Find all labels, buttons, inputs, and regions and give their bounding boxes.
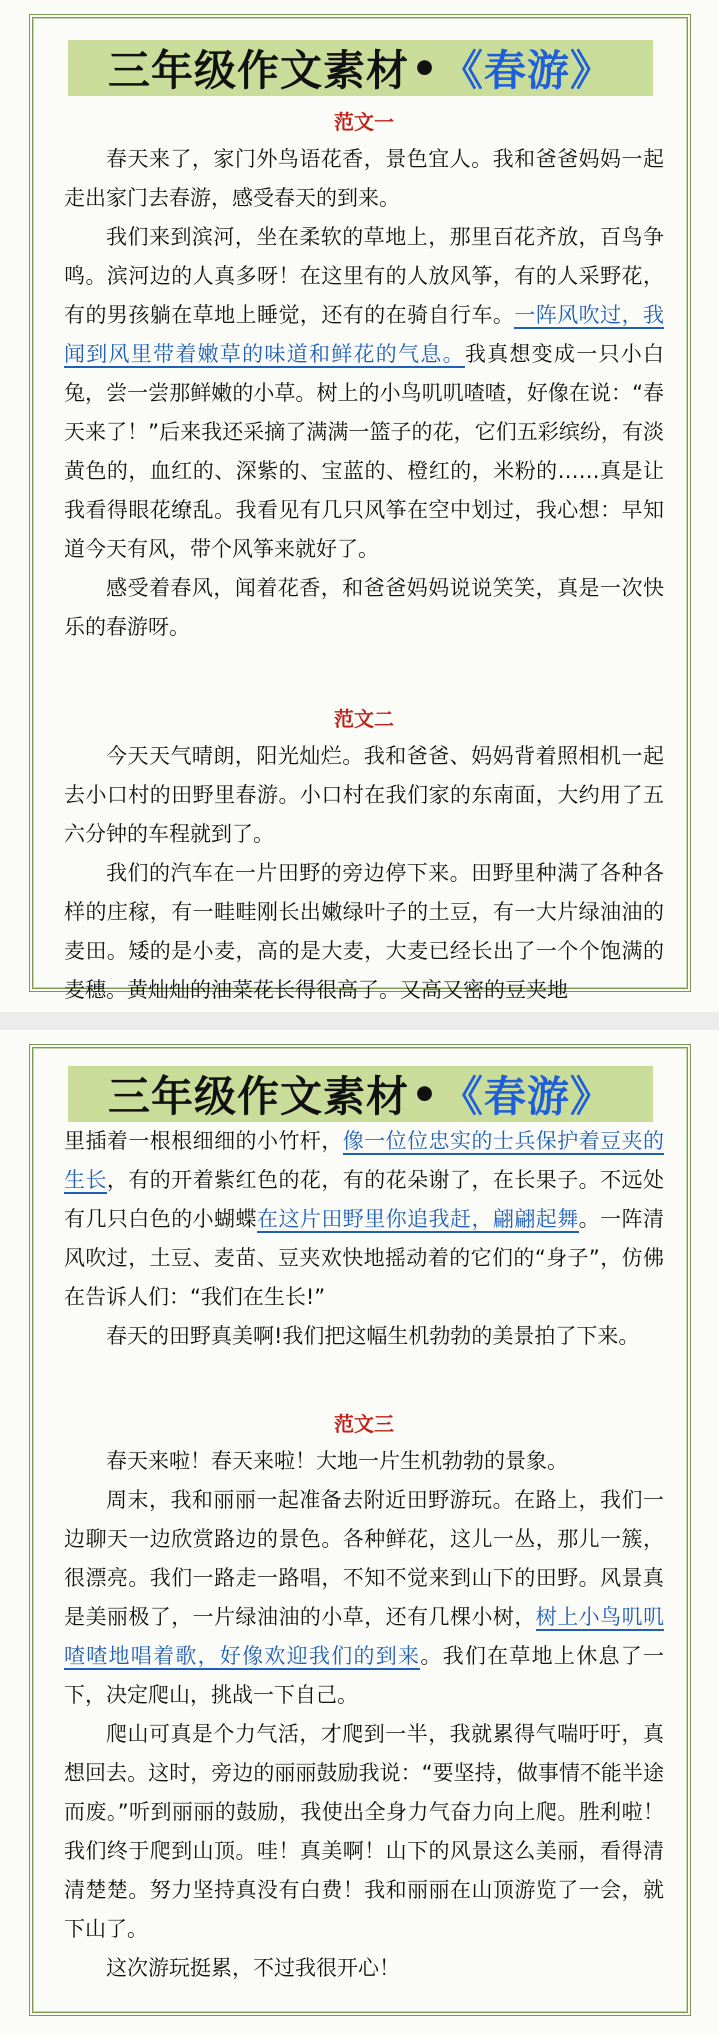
essay-2-continued-text-a: 里插着一根根细细的小竹杆， xyxy=(64,1129,343,1153)
essay-3-paragraph-2-text-a: 周末，我和丽丽一起准备去附近田野游玩。在路上，我们一边聊天一边欣赏路边的景色。各种鲜花，这儿一丛，那儿一簇，很漂亮。我们一路走一路唱，不知不觉来到山下的田野。风景真是美丽极了，一片绿油油的小草，还有几棵小树， xyxy=(64,1488,664,1629)
essay-3-paragraph-2-text-b: 。我们在草地上休息了一下，决定爬山，挑战一下自己。 xyxy=(64,1644,665,1707)
page-title xyxy=(68,40,653,96)
essay-1-paragraph-2 xyxy=(64,218,664,569)
title-text: 三年级作文素材 xyxy=(108,1072,410,1121)
page-2 xyxy=(0,1030,719,2036)
essay-content-page-1 xyxy=(64,104,664,1010)
title-dot: • xyxy=(411,43,439,93)
essay-2-heading: 范文二 xyxy=(334,707,394,731)
essay-1-paragraph-2-text-a: 我们来到滨河，坐在柔软的草地上，那里百花齐放，百鸟争鸣。滨河边的人真多呀！在这里有的人放风筝，有的人采野花，有的男孩躺在草地上睡觉，还有的在骑自行车。 xyxy=(64,225,664,327)
essay-3-heading: 范文三 xyxy=(334,1412,394,1436)
title-book: 《春游》 xyxy=(440,46,613,95)
page-1 xyxy=(0,0,719,1012)
essay-2-continued-text-b: ，有的开着紫红色的花，有的花朵谢了，在长果子。不远处有几只白色的小蝴蝶 xyxy=(64,1168,664,1231)
essay-2-paragraph-2: 我们的汽车在一片田野的旁边停下来。田野里种满了各种各样的庄稼，有一畦畦刚长出嫩绿叶子的土豆，有一大片绿油油的麦田。矮的是小麦，高的是大麦，大麦已经长出了一个个饱满的麦穗。黄灿灿的油菜花长得很高了。又高又密的豆夹地 xyxy=(64,861,664,1002)
essay-2-paragraph-1: 今天天气晴朗，阳光灿烂。我和爸爸、妈妈背着照相机一起去小口村的田野里春游。小口村在我们家的东南面，大约用了五六分钟的车程就到了。 xyxy=(64,744,664,846)
title-book: 《春游》 xyxy=(440,1072,613,1121)
essay-3-paragraph-1: 春天来啦！春天来啦！大地一片生机勃勃的景象。 xyxy=(106,1449,568,1473)
essay-content-page-2 xyxy=(64,1122,664,1988)
essay-2-highlight-2: 在这片田野里你追我赶，翩翩起舞 xyxy=(257,1207,579,1231)
essay-2-continued-text-c: 。一阵清风吹过，土豆、麦苗、豆夹欢快地摇动着的它们的“身子”，仿佛在告诉人们：“我们在生长!” xyxy=(64,1207,665,1309)
essay-2-paragraph-2-continued xyxy=(64,1122,664,1317)
essay-3-paragraph-2 xyxy=(64,1481,664,1715)
title-text: 三年级作文素材 xyxy=(108,46,410,95)
essay-3-paragraph-4: 这次游玩挺累，不过我很开心！ xyxy=(106,1956,400,1980)
essay-1-paragraph-1: 春天来了，家门外鸟语花香，景色宜人。我和爸爸妈妈一起走出家门去春游，感受春天的到来。 xyxy=(64,147,664,210)
title-dot: • xyxy=(411,1069,439,1119)
essay-3-highlight: 树上小鸟叽叽喳喳地唱着歌，好像欢迎我们的到来 xyxy=(64,1605,665,1668)
essay-2-paragraph-3: 春天的田野真美啊!我们把这幅生机勃勃的美景拍了下来。 xyxy=(106,1324,640,1348)
essay-1-heading: 范文一 xyxy=(334,110,394,134)
essay-1-paragraph-3: 感受着春风，闻着花香，和爸爸妈妈说说笑笑，真是一次快乐的春游呀。 xyxy=(64,576,664,639)
page-title xyxy=(68,1066,653,1122)
essay-1-paragraph-2-text-b: 我真想变成一只小白兔，尝一尝那鲜嫩的小草。树上的小鸟叽叽喳喳，好像在说：“春天来了！”后来我还采摘了满满一篮子的花，它们五彩缤纷，有淡黄色的，血红的、深紫的、宝蓝的、橙红的，米粉的……真是让我看得眼花缭乱。我看见有几只风筝在空中划过，我心想：早知道今天有风，带个风筝来就好了。 xyxy=(64,342,665,561)
essay-3-paragraph-3: 爬山可真是个力气活，才爬到一半，我就累得气喘吁吁，真想回去。这时，旁边的丽丽鼓励我说：“要坚持，做事情不能半途而废。”听到丽丽的鼓励，我使出全身力气奋力向上爬。胜利啦！我们终于爬到山顶。哇！真美啊！山下的风景这么美丽，看得清清楚楚。努力坚持真没有白费！我和丽丽在山顶游览了一会，就下山了。 xyxy=(64,1722,664,1941)
essay-1-highlight: 一阵风吹过，我闻到风里带着嫩草的味道和鲜花的气息。 xyxy=(64,303,665,366)
essay-2-highlight-1: 像一位位忠实的士兵保护着豆夹的生长 xyxy=(64,1129,665,1192)
